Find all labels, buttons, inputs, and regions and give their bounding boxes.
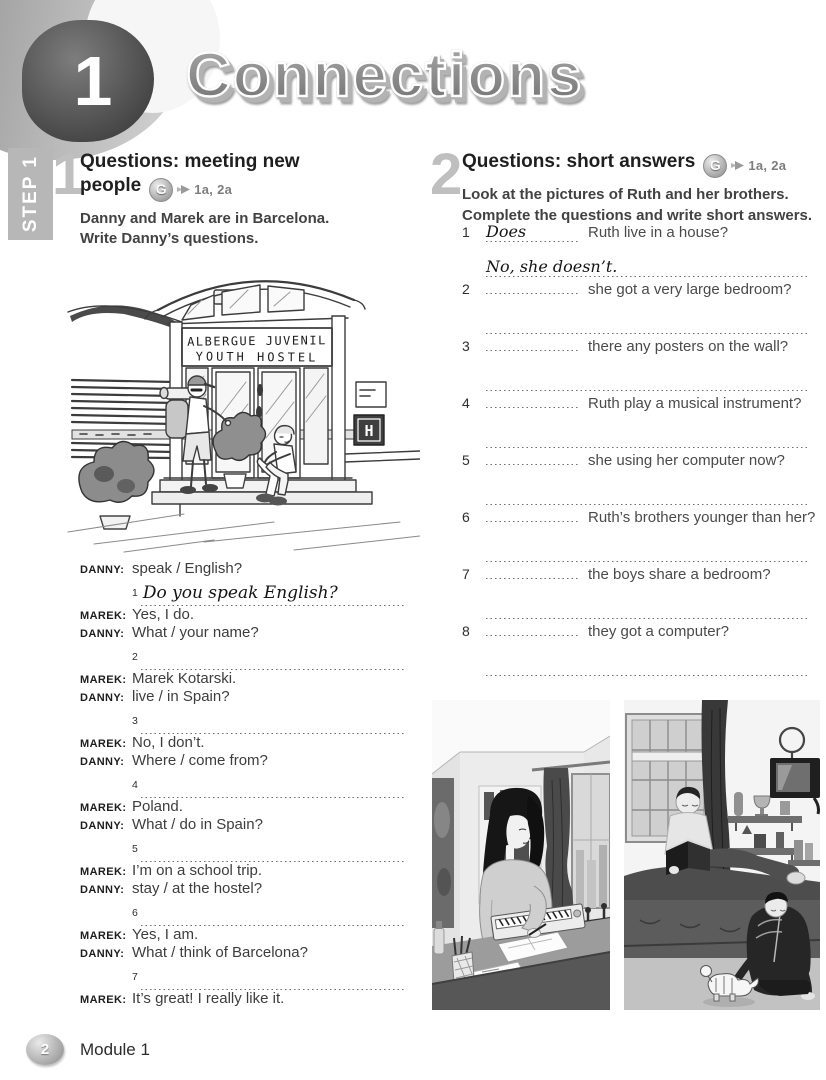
question-text: she using her computer now? <box>588 452 785 469</box>
dialogue-text: speak / English? <box>132 560 243 577</box>
blank-number: 6 <box>132 907 138 919</box>
dialogue-line <box>80 880 404 898</box>
question-block <box>462 452 807 505</box>
question-number: 6 <box>462 509 470 525</box>
dialogue-text: I’m on a school trip. <box>132 862 263 879</box>
blank-number: 3 <box>132 715 138 727</box>
answer-blank-row <box>80 578 404 606</box>
question-number: 7 <box>462 566 470 582</box>
question-row <box>462 395 807 417</box>
question-text: she got a very large bedroom? <box>588 281 792 298</box>
answer-line[interactable] <box>141 840 404 862</box>
exercise1-header <box>80 150 420 250</box>
corner-decoration <box>0 0 210 170</box>
step-tab <box>8 148 53 240</box>
question-row <box>462 281 807 303</box>
exercise1-title <box>80 150 420 202</box>
brothers-illustration <box>624 700 820 1010</box>
exercise2-number: 2 <box>430 142 463 207</box>
exercise1-number: 1 <box>52 142 85 207</box>
instructions-line: Danny and Marek are in Barcelona. <box>80 209 330 227</box>
hostel-illustration <box>64 264 420 554</box>
exercise1-instructions <box>80 209 420 250</box>
answer-blank-row <box>80 962 404 990</box>
dialogue-text: live / in Spain? <box>132 688 230 705</box>
h-letter: H <box>364 422 374 440</box>
answer-line[interactable] <box>141 648 404 670</box>
blank-number: 1 <box>132 587 138 599</box>
dialogue-line <box>80 670 404 688</box>
dialogue-text: Marek Kotarski. <box>132 670 237 687</box>
speaker-label: DANNY: <box>80 628 125 640</box>
question-blank[interactable] <box>486 577 578 579</box>
short-answer-line[interactable]: No, she doesn’t. <box>486 258 807 277</box>
dialogue-text: What / your name? <box>132 624 259 641</box>
question-row <box>462 509 816 531</box>
question-number: 8 <box>462 623 470 639</box>
dialogue-line <box>80 816 404 834</box>
dialogue-line <box>80 624 404 642</box>
dialogue-text: Yes, I am. <box>132 926 199 943</box>
bush <box>79 441 154 529</box>
question-row <box>462 452 807 474</box>
dark-poster <box>432 778 454 928</box>
instructions-line: Write Danny’s questions. <box>80 230 259 248</box>
answer-line[interactable] <box>141 904 404 926</box>
grammar-icon: G <box>703 154 727 178</box>
dialogue-line <box>80 862 404 880</box>
speaker-label: MAREK: <box>80 866 127 878</box>
question-number: 4 <box>462 395 470 411</box>
question-block <box>462 395 807 448</box>
question-blank[interactable]: Does <box>486 224 578 242</box>
module-label: Module 1 <box>80 1040 150 1059</box>
short-answer-line[interactable] <box>486 486 807 505</box>
dialogue-line <box>80 990 404 1008</box>
question-text: Ruth play a musical instrument? <box>588 395 802 412</box>
answer-line[interactable] <box>141 712 404 734</box>
question-row <box>462 224 807 246</box>
exercise2-title <box>462 150 814 178</box>
speaker-label: DANNY: <box>80 884 125 896</box>
dialogue-line <box>80 752 404 770</box>
dialogue-text: What / think of Barcelona? <box>132 944 308 961</box>
instructions-line: Look at the pictures of Ruth and her brothers. <box>462 185 789 203</box>
dialogue-text: Where / come from? <box>132 752 268 769</box>
answer-blank-row <box>80 770 404 798</box>
speaker-label: DANNY: <box>80 564 125 576</box>
short-answer-line[interactable] <box>486 600 807 619</box>
speaker-label: MAREK: <box>80 674 127 686</box>
question-blank[interactable] <box>486 634 578 636</box>
unit-number: 1 <box>73 42 113 120</box>
dialogue-text: No, I don’t. <box>132 734 205 751</box>
question-blank[interactable] <box>486 292 578 294</box>
questions-list <box>462 222 816 680</box>
page-number: 2 <box>40 1041 50 1058</box>
question-blank[interactable] <box>486 463 578 465</box>
dialogue-text: What / do in Spain? <box>132 816 263 833</box>
hostel-h-sign <box>354 415 384 445</box>
question-blank[interactable] <box>486 406 578 408</box>
dialogue-line <box>80 926 404 944</box>
question-text: there any posters on the wall? <box>588 338 789 355</box>
question-text: Ruth live in a house? <box>588 224 729 241</box>
short-answer-line[interactable] <box>486 429 807 448</box>
question-number: 5 <box>462 452 470 468</box>
answer-blank-row <box>80 898 404 926</box>
wall-ledge <box>345 451 420 462</box>
speaker-label: MAREK: <box>80 802 127 814</box>
answer-line[interactable] <box>141 776 404 798</box>
grammar-badge <box>149 178 232 202</box>
arrow-icon <box>730 160 745 171</box>
dialogue-line <box>80 688 404 706</box>
blank-number: 5 <box>132 843 138 855</box>
speaker-label: MAREK: <box>80 994 127 1006</box>
question-row <box>462 566 807 588</box>
right-pillar <box>332 316 345 500</box>
speaker-label: DANNY: <box>80 820 125 832</box>
grammar-icon: G <box>149 178 173 202</box>
question-number: 3 <box>462 338 470 354</box>
question-block <box>462 281 807 334</box>
dialogue-line <box>80 944 404 962</box>
question-text: Ruth’s brothers younger than her? <box>588 509 816 526</box>
speaker-label: MAREK: <box>80 930 127 942</box>
notice-sign <box>356 382 386 407</box>
answer-blank-row <box>80 706 404 734</box>
instructions-line: Complete the questions and write short answers. <box>462 206 813 224</box>
short-answer-line[interactable] <box>486 543 807 562</box>
short-answer-line[interactable] <box>486 372 807 391</box>
speaker-label: MAREK: <box>80 610 127 622</box>
answer-line[interactable]: Do you speak English? <box>141 584 404 606</box>
page-number-badge <box>26 1034 64 1065</box>
ruth-illustration <box>432 700 610 1010</box>
speaker-label: MAREK: <box>80 738 127 750</box>
arrow-icon <box>176 184 191 195</box>
question-blank[interactable] <box>486 520 578 522</box>
dialogue-text: Poland. <box>132 798 183 815</box>
page-title: Connections <box>186 41 584 110</box>
exercise1-title-line1: Questions: meeting new <box>80 151 300 172</box>
question-block <box>462 566 807 619</box>
grammar-badge <box>703 154 786 178</box>
exercise2-instructions <box>462 185 814 226</box>
dialogue-list <box>80 560 404 1008</box>
question-row <box>462 623 807 645</box>
speaker-label: DANNY: <box>80 756 125 768</box>
dialogue-line <box>80 606 404 624</box>
blank-number: 7 <box>132 971 138 983</box>
dialogue-line <box>80 734 404 752</box>
dialogue-text: stay / at the hostel? <box>132 880 263 897</box>
short-answer-line[interactable] <box>486 315 807 334</box>
grammar-refs: 1a, 2a <box>748 157 787 173</box>
hostel-sign-line2: YOUTH HOSTEL <box>195 349 319 365</box>
hostel-sign <box>182 328 332 366</box>
speaker-label: DANNY: <box>80 692 125 704</box>
question-block <box>462 224 807 277</box>
answer-line[interactable] <box>141 968 404 990</box>
grammar-refs: 1a, 2a <box>194 181 233 197</box>
question-blank[interactable] <box>486 349 578 351</box>
dialogue-line <box>80 798 404 816</box>
question-number: 2 <box>462 281 470 297</box>
answer-blank-row <box>80 642 404 670</box>
dialogue-line <box>80 560 404 578</box>
blank-number: 2 <box>132 651 138 663</box>
question-block <box>462 338 807 391</box>
dialogue-text: It’s great! I really like it. <box>132 990 285 1007</box>
answer-blank-row <box>80 834 404 862</box>
hostel-sign-line1: ALBERGUE JUVENIL <box>187 333 327 349</box>
question-text: they got a computer? <box>588 623 729 640</box>
exercise2-title-text: Questions: short answers <box>462 151 696 172</box>
question-number: 1 <box>462 224 470 240</box>
question-block <box>462 509 816 562</box>
dialogue-text: Yes, I do. <box>132 606 194 623</box>
question-row <box>462 338 807 360</box>
window <box>572 774 610 908</box>
speaker-label: DANNY: <box>80 948 125 960</box>
question-text: the boys share a bedroom? <box>588 566 771 583</box>
short-answer-line[interactable] <box>486 657 807 676</box>
exercise2-header <box>462 150 814 226</box>
blank-number: 4 <box>132 779 138 791</box>
exercise1-title-line2: people <box>80 174 142 196</box>
step-tab-label: STEP 1 <box>19 155 41 233</box>
question-block <box>462 623 807 676</box>
